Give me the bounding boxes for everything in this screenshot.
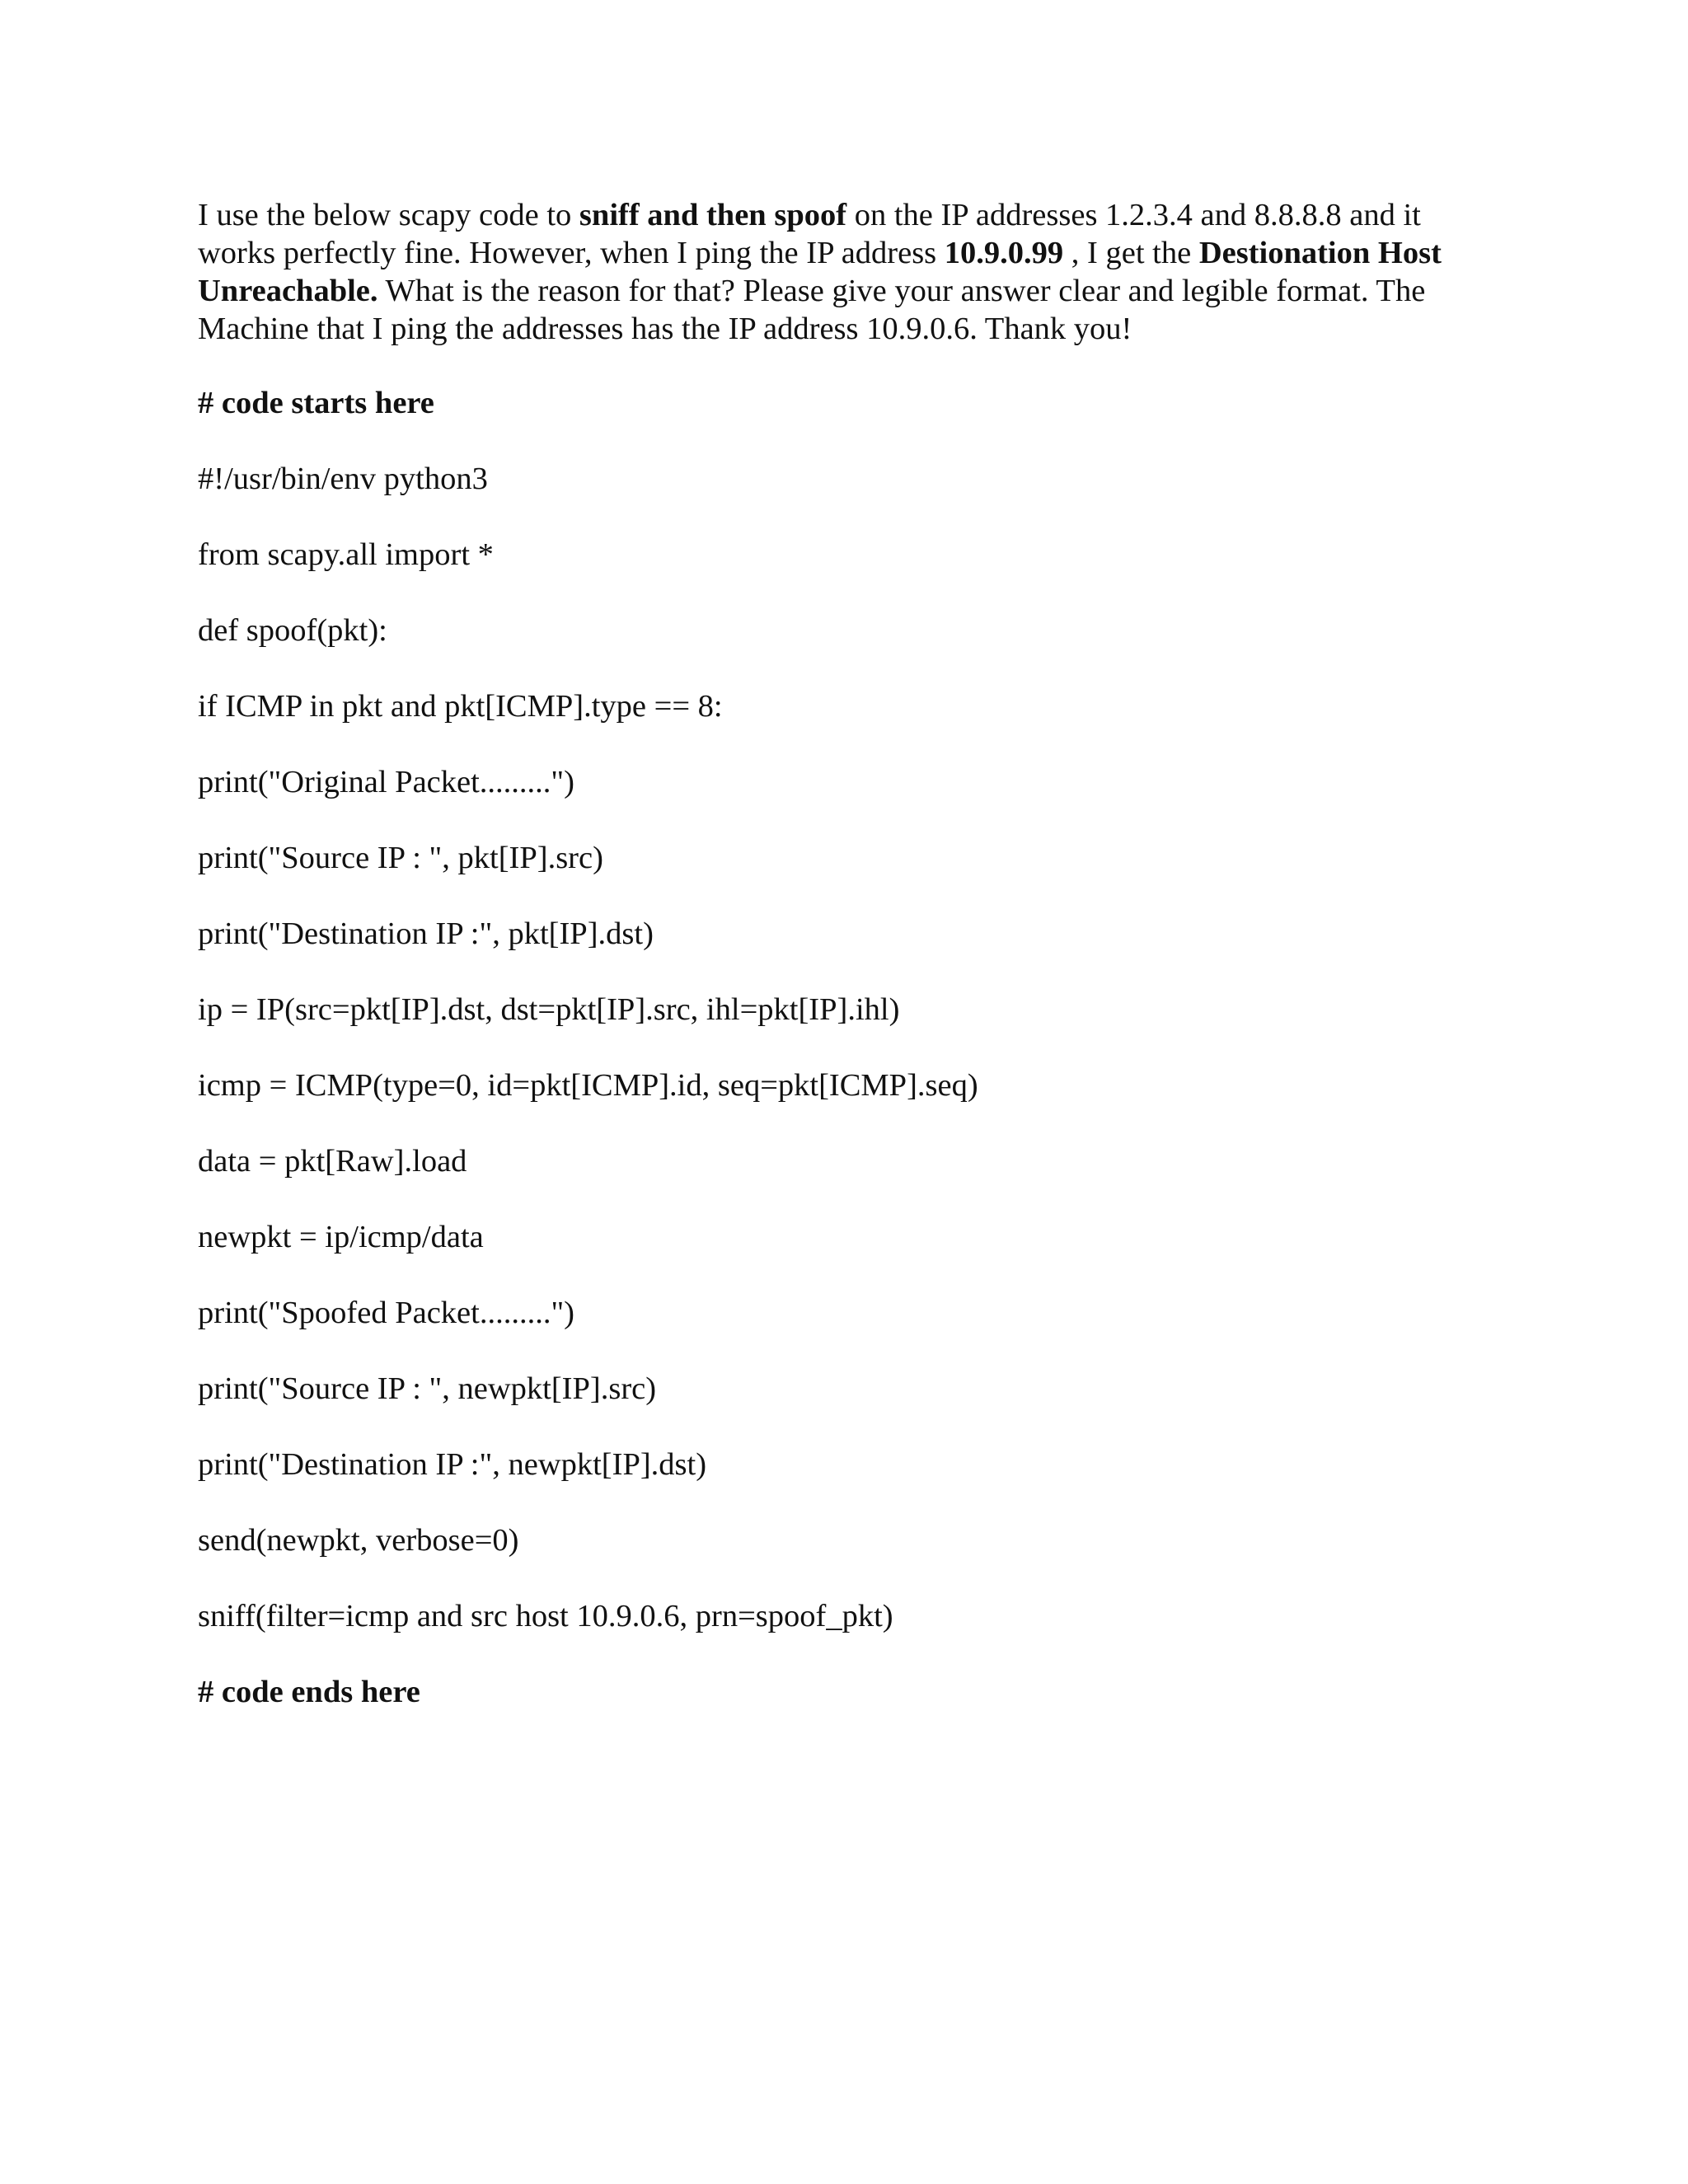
code-start-heading: # code starts here [198,386,434,420]
code-line: #!/usr/bin/env python3 [198,462,488,496]
code-line: print("Destination IP :", pkt[IP].dst) [198,916,654,951]
code-line: from scapy.all import * [198,537,494,572]
document-content [198,196,1484,1711]
intro-text-2: on the IP addresses 1.2.3.4 and 8.8.8.8 and it works perfectly fine. However, when I ping the IP address [198,198,1421,270]
code-line: print("Destination IP :", newpkt[IP].dst) [198,1447,707,1482]
code-line: if ICMP in pkt and pkt[ICMP].type == 8: [198,689,723,724]
code-line: data = pkt[Raw].load [198,1144,467,1179]
code-line: def spoof(pkt): [198,613,387,648]
code-line: icmp = ICMP(type=0, id=pkt[ICMP].id, seq=pkt[ICMP].seq) [198,1068,978,1103]
code-block [198,460,1484,1635]
question-paragraph [198,196,1484,348]
intro-text-3: , I get the [1063,236,1199,270]
intro-text-4: What is the reason for that? Please give your answer clear and legible format. The Machine that I ping the addresses has the IP address 10.9.0.6. Thank you! [198,274,1426,346]
intro-bold-ip: 10.9.0.99 [944,236,1064,270]
code-line: print("Source IP : ", newpkt[IP].src) [198,1371,657,1406]
intro-text-1: I use the below scapy code to [198,198,579,232]
code-line: newpkt = ip/icmp/data [198,1220,484,1254]
code-line: sniff(filter=icmp and src host 10.9.0.6, prn=spoof_pkt) [198,1599,893,1633]
code-line: print("Source IP : ", pkt[IP].src) [198,841,603,875]
intro-bold-sniff-spoof: sniff and then spoof [579,198,847,232]
code-line: send(newpkt, verbose=0) [198,1523,519,1558]
code-end-heading: # code ends here [198,1675,420,1709]
code-line: print("Spoofed Packet.........") [198,1296,574,1330]
code-line: ip = IP(src=pkt[IP].dst, dst=pkt[IP].src, ihl=pkt[IP].ihl) [198,992,900,1027]
code-line: print("Original Packet.........") [198,765,574,799]
intro-bold-error: Destionation Host Unreachable. [198,236,1442,308]
